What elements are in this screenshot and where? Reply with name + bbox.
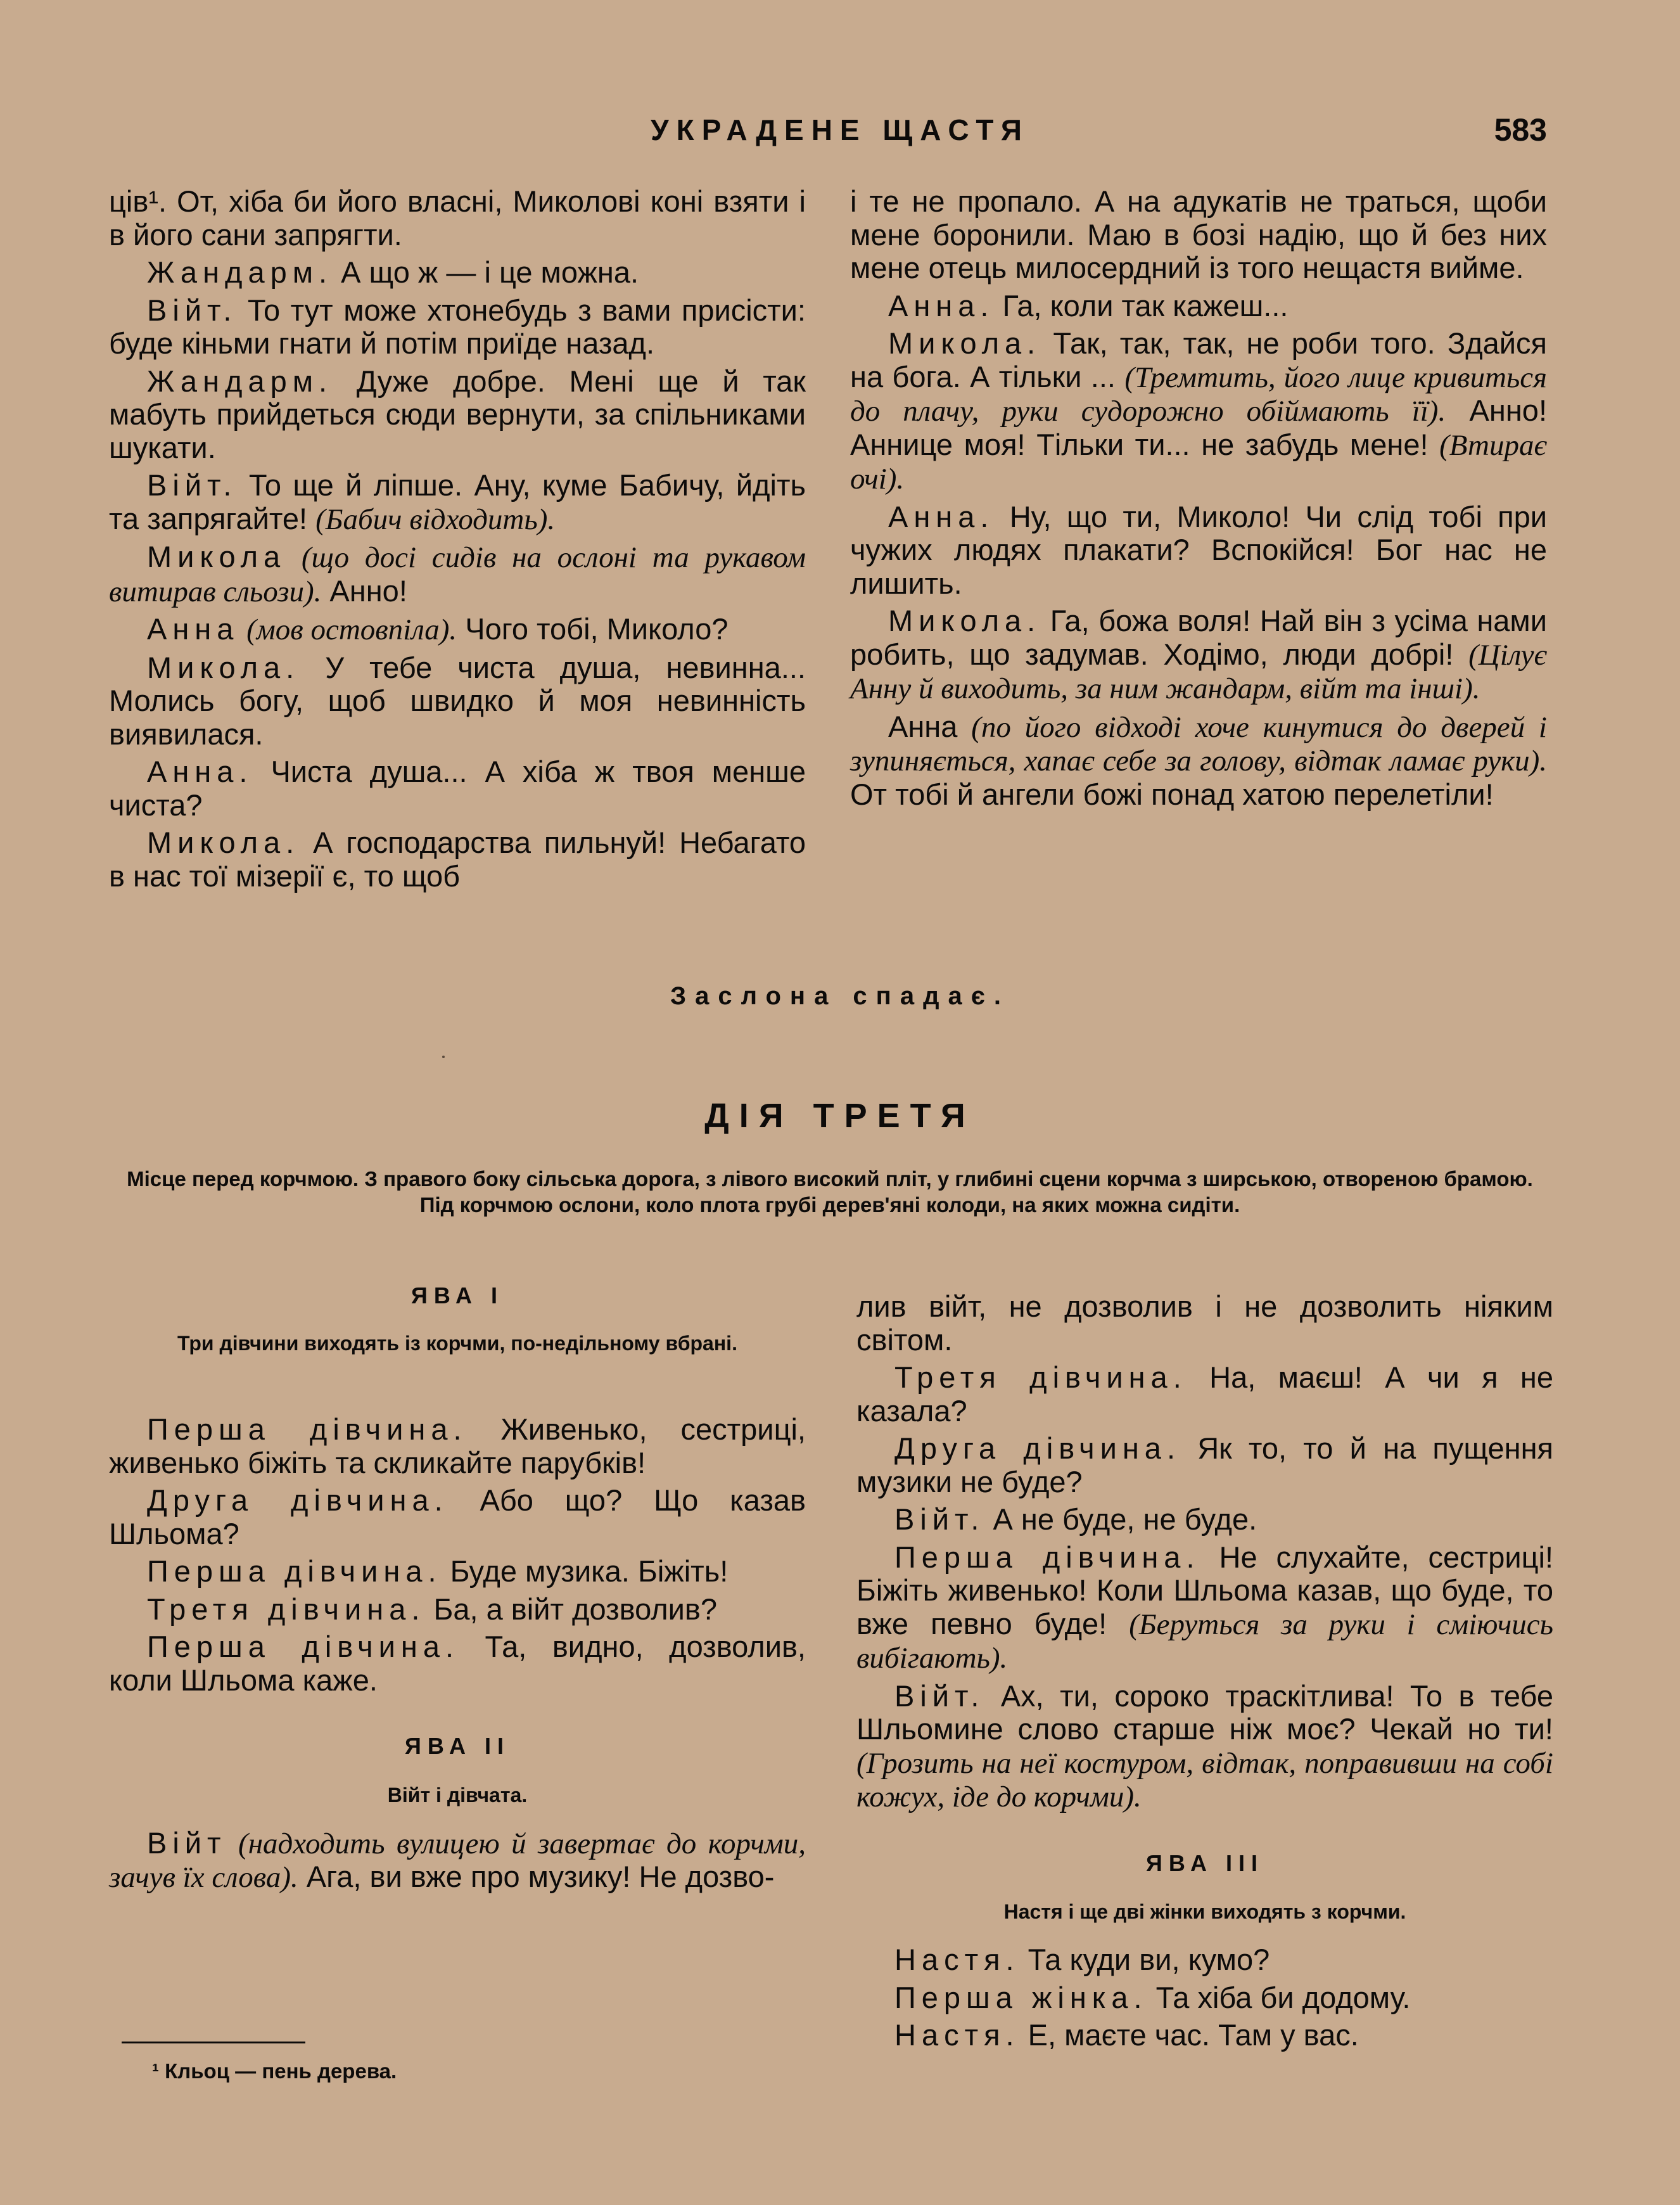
speaker: Настя.	[894, 2018, 1020, 2052]
speech: Не слухайте, сестриці! Біжіть живенько! Коли Шльома казав, що буде, то вже певно буде!	[856, 1540, 1553, 1640]
speech: Чиста душа... А хіба ж твоя менше чиста?	[109, 755, 806, 822]
curtain-line: Заслона спадає.	[670, 982, 1010, 1010]
scene1-heading: ЯВА І	[410, 1282, 504, 1308]
paragraph	[109, 1593, 806, 1627]
speaker: Війт.	[147, 468, 238, 502]
speech: На, маєш! А чи я не казала?	[856, 1360, 1553, 1428]
paragraph	[856, 1432, 1553, 1499]
stage-direction: (Цілує Анну й виходить, за ним жандарм, війт та інші).	[850, 638, 1547, 705]
stage-direction: (Грозить на неї костуром, відтак, поправивши на собі кожух, іде до корчми).	[856, 1746, 1553, 1813]
stage-direction: (мов остовпіла).	[239, 613, 457, 646]
speaker: Третя дівчина.	[147, 1592, 426, 1626]
speaker: Перша жінка.	[894, 1980, 1148, 2014]
speaker: Війт	[147, 1825, 227, 1860]
paragraph	[109, 365, 806, 465]
paragraph	[109, 613, 806, 647]
speech: Та хіба би додому.	[1147, 1980, 1411, 2014]
speaker: Анна	[147, 612, 239, 646]
paragraph	[850, 710, 1547, 812]
speech: А господарства пильнуй! Небагато в нас тої мізерії є, то щоб	[109, 826, 806, 893]
speaker: Анна.	[888, 499, 995, 534]
paragraph	[856, 1503, 1553, 1537]
footnote-rule	[122, 2042, 305, 2043]
scene-setting: Місце перед корчмою. З правого боку сільська дорога, з лівого високий пліт, у глибині сцени корчма з ширською, отвореною брамою. Під корчмою ослони, коло плота грубі дерев'яні колоди, на яких можна сидіти.	[127, 1167, 1533, 1217]
upper-right-column	[850, 185, 1547, 815]
scene2-stage-direction: Війт і дівчата.	[387, 1783, 528, 1806]
page-number: 583	[1494, 112, 1547, 148]
paragraph	[109, 1413, 806, 1480]
paragraph	[856, 1361, 1553, 1428]
paragraph	[850, 604, 1547, 706]
speech: Га, божа воля! Най він з усіма нами робить, що задумав. Ходімо, люди добрі!	[850, 604, 1547, 671]
paragraph	[856, 2019, 1553, 2052]
scene3-stage-direction: Настя і ще дві жінки виходять з корчми.	[1003, 1900, 1406, 1923]
speaker: Перша дівчина.	[147, 1554, 442, 1588]
scene2-heading: ЯВА ІІ	[404, 1733, 511, 1759]
speech: Анно!	[321, 573, 407, 608]
paragraph	[850, 327, 1547, 496]
speaker: Жандарм.	[147, 255, 333, 289]
speaker: Анна.	[888, 288, 995, 323]
speech: Анно! Аннице моя! Тільки ти... не забудь мене!	[850, 393, 1548, 461]
speaker: Перша дівчина.	[894, 1540, 1200, 1574]
paragraph	[109, 469, 806, 536]
paragraph	[109, 294, 806, 361]
speech: То ще й ліпше. Ану, куме Бабичу, йдіть та запрягайте!	[109, 468, 806, 535]
speaker: Війт.	[894, 1502, 985, 1536]
speaker: Друга дівчина.	[894, 1431, 1181, 1465]
speaker: Микола.	[147, 826, 300, 859]
paragraph: і те не пропало. А на адукатів не траться, щоби мене боронили. Маю в бозі надію, що й без них мене отець милосердний із того нещастя вийме.	[850, 184, 1547, 284]
print-speck	[442, 1056, 445, 1058]
paragraph: лив війт, не дозволив і не дозволить ніяким світом.	[856, 1289, 1553, 1357]
scene1-stage-direction: Три дівчини виходять із корчми, по-недільному вбрані.	[177, 1332, 737, 1355]
speech: Ага, ви вже про музику! Не дозво-	[298, 1860, 775, 1893]
paragraph	[109, 1630, 806, 1697]
paragraph: ців¹. От, хіба би його власні, Миколові коні взяти і в його сани запрягти.	[109, 184, 806, 252]
speech: Живенько, сестриці, живенько біжіть та скликайте парубків!	[109, 1412, 806, 1480]
paragraph	[856, 1680, 1553, 1814]
speech: Так, так, так, не роби того. Здайся на бога. А тільки ...	[850, 326, 1547, 393]
lower-right-column	[856, 1290, 1553, 2057]
speaker: Друга дівчина.	[147, 1483, 449, 1517]
stage-direction: (Бабич відходить).	[315, 502, 556, 536]
scene3-heading: ЯВА ІІІ	[1145, 1850, 1264, 1876]
speaker: Микола.	[888, 326, 1041, 360]
speech: Га, коли так кажеш...	[994, 288, 1289, 323]
speech: А не буде, не буде.	[984, 1502, 1257, 1536]
paragraph	[850, 501, 1547, 601]
speaker: Перша дівчина.	[147, 1412, 468, 1446]
paragraph	[856, 1541, 1553, 1675]
speaker: Жандарм.	[147, 364, 333, 398]
speech: А що ж — і це можна.	[333, 255, 639, 289]
paragraph	[109, 651, 806, 751]
speech: Чого тобі, Миколо?	[457, 612, 729, 646]
speech: Буде музика. Біжіть!	[442, 1554, 729, 1588]
speech: От тобі й ангели божі понад хатою перелетіли!	[850, 777, 1494, 811]
speech: Як то, то й на пущення музики не буде?	[856, 1431, 1553, 1499]
upper-left-column	[109, 185, 806, 897]
speech: То тут може хтонебудь з вами присісти: буде кіньми гнати й потім приїде назад.	[109, 293, 806, 360]
paragraph	[856, 1943, 1553, 1977]
paragraph	[109, 1484, 806, 1550]
paragraph	[109, 826, 806, 893]
stage-direction: (що досі сидів на ослоні та рукавом витирав сльози).	[109, 541, 806, 608]
stage-direction: (Тремтить, його лице кривиться до плачу, руки судорожно обіймають її).	[850, 361, 1547, 428]
speech: Ну, що ти, Миколо! Чи слід тобі при чужих людях плакати? Вспокійся! Бог нас не лишить.	[850, 499, 1547, 600]
speech: Е, маєте час. Там у вас.	[1019, 2018, 1359, 2052]
speaker: Війт.	[147, 293, 238, 327]
speaker: Війт.	[894, 1678, 985, 1713]
paragraph	[109, 1827, 806, 1895]
speech: Або що? Що казав Шльома?	[109, 1483, 806, 1550]
paragraph	[109, 256, 806, 290]
speech: У тебе чиста душа, невинна... Молись богу, щоб швидко й моя невинність виявилася.	[109, 650, 806, 751]
paragraph	[856, 1981, 1553, 2015]
speaker: Третя дівчина.	[894, 1360, 1187, 1394]
stage-direction: (Беруться за руки і сміючись вибігають).	[856, 1607, 1553, 1675]
speech: Та, видно, дозволив, коли Шльома каже.	[109, 1630, 806, 1697]
speaker: Анна	[888, 709, 958, 743]
footnote: ¹ Кльоц — пень дерева.	[152, 2059, 397, 2083]
speaker: Перша дівчина.	[147, 1630, 460, 1663]
speaker: Анна.	[147, 755, 253, 788]
scene1-header	[109, 1282, 806, 1356]
speech: Ба, а війт дозволив?	[425, 1592, 717, 1626]
speaker: Микола	[147, 540, 286, 573]
stage-direction: (Втирає очі).	[850, 428, 1547, 495]
speaker: Настя.	[894, 1943, 1020, 1976]
speaker: Микола.	[888, 604, 1041, 637]
speech: Ах, ти, сороко траскітлива! То в тебе Шльомине слово старше ніж моє? Чекай но ти!	[856, 1678, 1553, 1746]
paragraph	[109, 540, 806, 608]
lower-left-column	[109, 1413, 806, 1899]
running-title: УКРАДЕНЕ ЩАСТЯ	[651, 113, 1029, 146]
paragraph	[850, 290, 1547, 323]
speaker: Микола.	[147, 650, 300, 684]
stage-direction: (по його відході хоче кинутися до дверей і зупиняється, хапає себе за голову, відтак ламає руки).	[850, 710, 1547, 777]
speech: Та куди ви, кумо?	[1019, 1943, 1270, 1976]
stage-direction: (надходить вулицею й завертає до корчми, зачув їх слова).	[109, 1827, 806, 1894]
speech: Дуже добре. Мені ще й так мабуть прийдеться сюди вернути, за спільниками шукати.	[109, 364, 806, 464]
paragraph	[109, 1555, 806, 1588]
paragraph	[109, 755, 806, 822]
act-title: ДІЯ ТРЕТЯ	[704, 1097, 976, 1135]
